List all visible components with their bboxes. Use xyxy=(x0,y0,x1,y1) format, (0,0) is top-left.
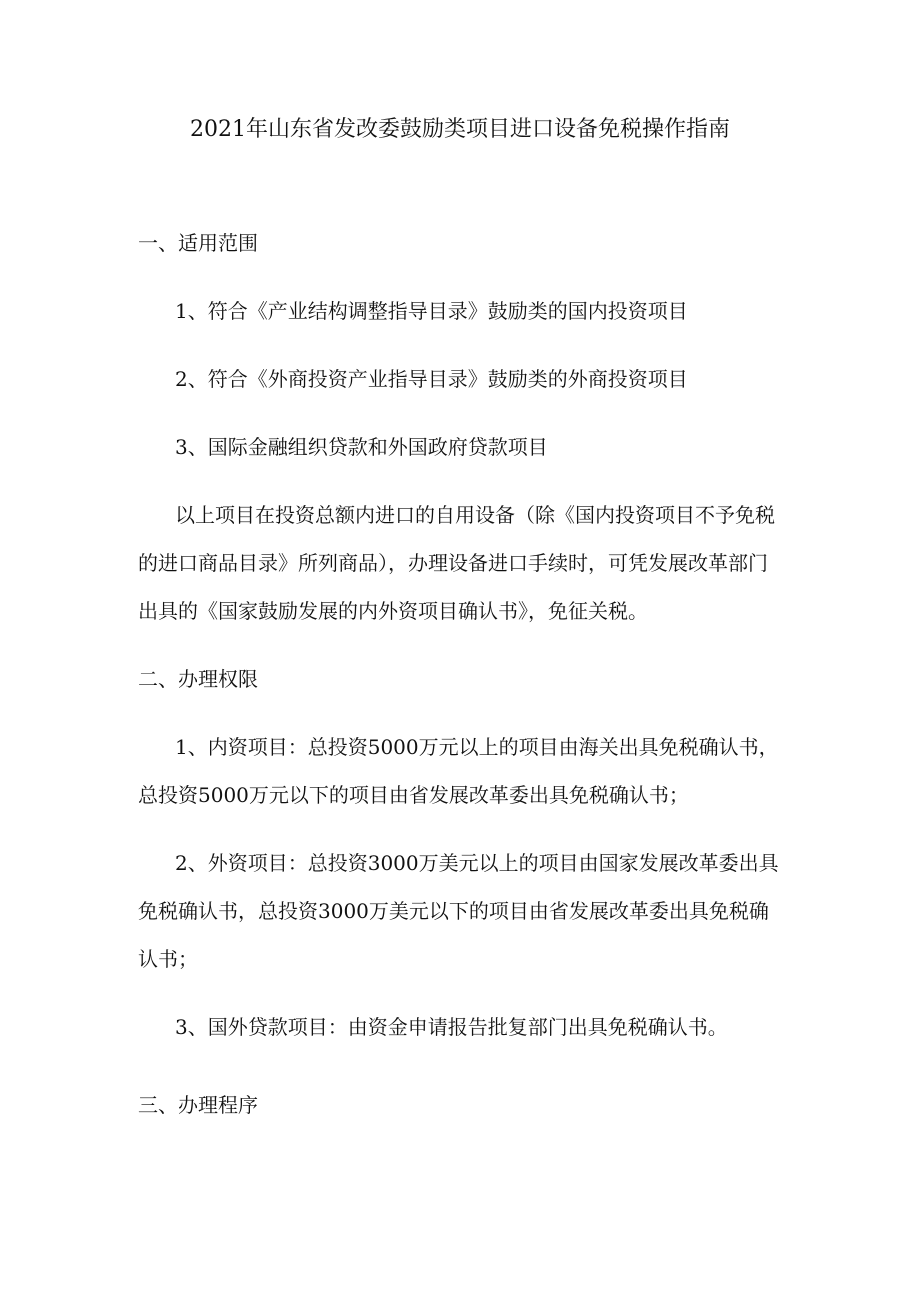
scope-paragraph-line-2: 的进口商品目录》所列商品），办理设备进口手续时，可凭发展改革部门 xyxy=(138,551,768,575)
authority-item-3: 3、国外贷款项目：由资金申请报告批复部门出具免税确认书。 xyxy=(175,1015,728,1039)
scope-item-3: 3、国际金融组织贷款和外国政府贷款项目 xyxy=(175,435,548,459)
document-title: 2021年山东省发改委鼓励类项目进口设备免税操作指南 xyxy=(190,117,730,142)
authority-item-1-line-2: 总投资5000万元以下的项目由省发展改革委出具免税确认书； xyxy=(138,783,689,807)
scope-paragraph-line-3: 出具的《国家鼓励发展的内外资项目确认书》，免征关税。 xyxy=(138,599,648,623)
section-heading-authority: 二、办理权限 xyxy=(138,667,258,691)
authority-item-1-line-1: 1、内资项目：总投资5000万元以上的项目由海关出具免税确认书， xyxy=(175,735,779,759)
authority-item-2-line-2: 免税确认书，总投资3000万美元以下的项目由省发展改革委出具免税确 xyxy=(138,899,769,923)
authority-item-2-line-3: 认书； xyxy=(138,947,198,971)
scope-paragraph-line-1: 以上项目在投资总额内进口的自用设备（除《国内投资项目不予免税 xyxy=(175,503,775,527)
authority-item-2-line-1: 2、外资项目：总投资3000万美元以上的项目由国家发展改革委出具 xyxy=(175,851,779,875)
scope-item-2: 2、符合《外商投资产业指导目录》鼓励类的外商投资项目 xyxy=(175,367,688,391)
section-heading-procedure: 三、办理程序 xyxy=(138,1093,258,1117)
scope-item-1: 1、符合《产业结构调整指导目录》鼓励类的国内投资项目 xyxy=(175,299,688,323)
section-heading-scope: 一、适用范围 xyxy=(138,231,258,255)
